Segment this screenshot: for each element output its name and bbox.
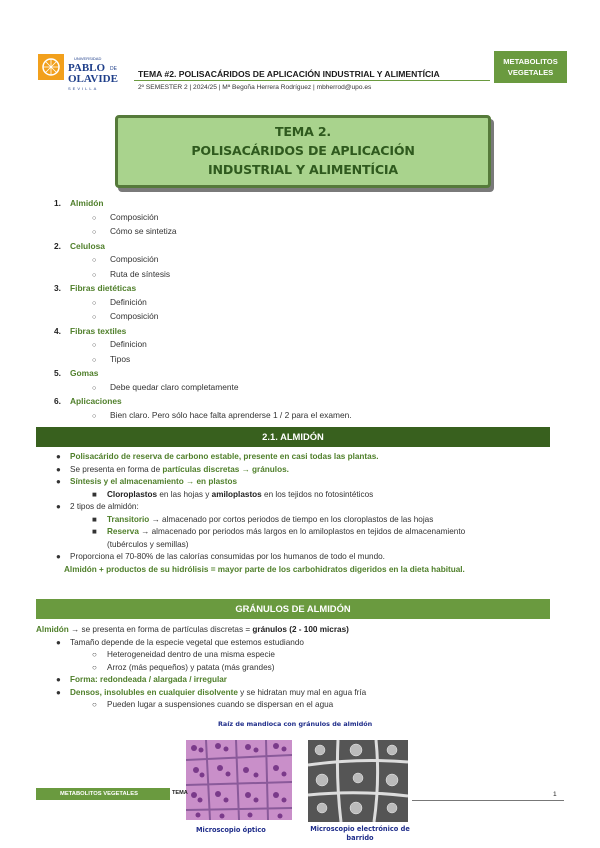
intro-bold: gránulos (2 - 100 micras): [252, 625, 349, 634]
toc-subitem-label: Bien claro. Pero sólo hace falta aprenderse 1 / 2 para el examen.: [110, 409, 352, 420]
toc-number: 5.: [54, 368, 61, 378]
title-box: [115, 115, 491, 188]
intro-text: → se presenta en forma de partículas discretas =: [68, 625, 253, 634]
list-text-bold: Densos, insolubles en cualquier disolvente: [70, 687, 238, 697]
toc-subitem-label: Definicion: [110, 339, 147, 349]
toc-subitem-label: Definición: [110, 296, 147, 307]
list-text-bold: amiloplastos: [211, 489, 262, 499]
footer-label: METABOLITOS VEGETALES: [36, 788, 170, 800]
list-text: → almacenado por cortos periodos de tiempo en los cloroplastos de las hojas: [149, 514, 434, 524]
list-item: ● Forma: redondeada / alargada / irregular: [56, 675, 227, 684]
toc-number: 3.: [54, 283, 61, 293]
list-item: ● Polisacárido de reserva de carbono estable, presente en casi todas las plantas.: [56, 452, 379, 461]
list-subitem: ○ Pueden lugar a suspensiones cuando se dispersan en el agua: [92, 700, 334, 709]
logo-text-city: SEVILLA: [68, 86, 99, 91]
toc-label: Almidón: [70, 198, 104, 208]
toc-item: [50, 325, 570, 339]
logo-text-top: UNIVERSIDAD: [74, 56, 102, 61]
list-text-bold: Reserva: [107, 527, 139, 536]
list-item: ● Se presenta en forma de partículas discretas → gránulos.: [56, 464, 289, 474]
intro-line: [36, 624, 566, 637]
toc-item: [50, 197, 570, 211]
toc-subitem-label: Composición: [110, 254, 159, 264]
toc-number: 2.: [54, 240, 61, 251]
caption-electron: [304, 825, 416, 843]
toc-item: [50, 240, 570, 254]
footer-tema: TEMA: [172, 790, 188, 796]
toc-subitem: ○ Composición: [92, 311, 159, 321]
header-subtitle: 2º SEMESTER 2 | 2024/25 | Mª Begoña Herrera Rodríguez | mbherrod@upo.es: [138, 84, 372, 91]
caption-electron-line-1: Microscopio electrónico de: [310, 825, 410, 833]
page-number: 1: [553, 791, 557, 798]
list-note: [36, 564, 566, 577]
list-text: Arroz (más pequeños) y patata (más grandes): [107, 662, 275, 672]
toc-subitem-label: Cómo se sintetiza: [110, 226, 177, 236]
caption-optical: Microscopio óptico: [196, 826, 266, 834]
list-text: Forma: redondeada / alargada / irregular: [70, 675, 227, 684]
electron-microscope-image: [308, 740, 408, 822]
list-text: Tamaño depende de la especie vegetal que estemos estudiando: [70, 637, 304, 647]
toc-subitem-label: Composición: [110, 311, 159, 321]
list-text: → almacenado por periodos más largos en lo amiloplastos en tejidos de almacenamiento: [138, 527, 466, 536]
toc-subitem: ○ Tipos: [92, 353, 131, 364]
toc-label: Celulosa: [70, 240, 105, 251]
toc-label: Aplicaciones: [70, 396, 122, 406]
toc-subitem: ○ Composición: [92, 254, 159, 264]
figure-caption: Raíz de mandioca con gránulos de almidón: [218, 720, 373, 728]
toc-item: [50, 395, 570, 409]
toc-subitem: ○ Definicion: [92, 339, 147, 349]
toc-number: 1.: [54, 198, 61, 208]
list-text: 2 tipos de almidón:: [70, 502, 139, 511]
logo-text-pablo: PABLO: [68, 62, 106, 74]
logo-text-de: DE: [110, 66, 117, 72]
caption-electron-line-2: barrido: [346, 834, 374, 842]
list-text: Síntesis y el almacenamiento → en plastos: [70, 477, 237, 486]
list-subitem: ■ Reserva → almacenado por periodos más largos en lo amiloplastos en tejidos de almacenamiento: [92, 527, 466, 536]
granulos-list: [36, 624, 566, 712]
list-subitem: ○ Heterogeneidad dentro de una misma especie: [92, 650, 275, 659]
toc-item: [50, 282, 570, 296]
list-text: y se hidratan muy mal en agua fría: [237, 687, 367, 697]
list-subitem: ■ Cloroplastos en las hojas y amiloplastos en los tejidos no fotosintéticos: [92, 489, 374, 499]
list-subitem: ■ Transitorio → almacenado por cortos periodos de tiempo en los cloroplastos de las hojas: [92, 514, 434, 524]
list-text-bold: partículas discretas → gránulos.: [162, 464, 289, 474]
section-heading-almidon: 2.1. ALMIDÓN: [36, 427, 550, 447]
optical-microscope-image: [186, 740, 292, 820]
list-item: ● Tamaño depende de la especie vegetal que estemos estudiando: [56, 637, 304, 647]
toc-subitem-label: Composición: [110, 211, 159, 222]
toc-number: 6.: [54, 396, 61, 406]
almidon-list: [36, 451, 566, 576]
toc-subitem: ○ Ruta de síntesis: [92, 268, 171, 279]
toc-number: 4.: [54, 325, 61, 336]
list-item: ● Proporciona el 70-80% de las calorías consumidas por los humanos de todo el mundo.: [56, 552, 385, 561]
toc-label: Fibras textiles: [70, 325, 127, 336]
badge-line-2: VEGETALES: [507, 68, 554, 77]
toc-subitem-label: Ruta de síntesis: [110, 268, 171, 279]
footer-divider: [412, 800, 564, 801]
list-text-bold: Almidón + productos de su hidrólisis = mayor parte de los carbohidratos digeridos en la dieta habitual.: [64, 564, 465, 574]
logo-text-olavide: OLAVIDE: [68, 73, 118, 85]
list-continuation: [36, 539, 566, 552]
university-logo: [38, 54, 138, 94]
list-text: Proporciona el 70-80% de las calorías consumidas por los humanos de todo el mundo.: [70, 552, 385, 561]
toc-item: [50, 367, 570, 381]
toc-subitem: ○ Composición: [92, 211, 159, 222]
toc-subitem: ○ Bien claro. Pero sólo hace falta aprenderse 1 / 2 para el examen.: [92, 409, 352, 420]
list-text: Polisacárido de reserva de carbono estable, presente en casi todas las plantas.: [70, 452, 379, 461]
list-text: en las hojas y: [157, 489, 212, 499]
intro-bold: Almidón: [36, 625, 69, 634]
list-subitem: ○ Arroz (más pequeños) y patata (más grandes): [92, 662, 275, 672]
header-divider: [134, 80, 490, 81]
list-item: ● Densos, insolubles en cualquier disolvente y se hidratan muy mal en agua fría: [56, 687, 367, 697]
title-line-2: POLISACÁRIDOS DE APLICACIÓN: [191, 143, 415, 158]
table-of-contents: [50, 197, 570, 423]
toc-label: Gomas: [70, 368, 99, 378]
toc-subitem: ○ Cómo se sintetiza: [92, 226, 177, 236]
list-item: ● 2 tipos de almidón:: [56, 502, 139, 511]
list-text: en los tejidos no fotosintéticos: [261, 489, 374, 499]
list-text-bold: Cloroplastos: [107, 489, 158, 499]
toc-subitem-label: Tipos: [110, 353, 131, 364]
list-text: (tubérculos y semillas): [107, 539, 189, 549]
toc-subitem: ○ Definición: [92, 296, 147, 307]
list-item: ● Síntesis y el almacenamiento → en plastos: [56, 477, 237, 486]
badge-line-1: METABOLITOS: [503, 57, 558, 66]
list-text-bold: Transitorio: [107, 514, 150, 524]
header-title: TEMA #2. POLISACÁRIDOS DE APLICACIÓN INDUSTRIAL Y ALIMENTÍCIA: [138, 69, 440, 79]
header-badge: [494, 51, 567, 83]
list-text: Pueden lugar a suspensiones cuando se dispersan en el agua: [107, 700, 334, 709]
list-text: Se presenta en forma de: [70, 464, 163, 474]
list-text: Heterogeneidad dentro de una misma especie: [107, 650, 275, 659]
section-heading-granulos: GRÁNULOS DE ALMIDÓN: [36, 599, 550, 619]
toc-subitem: ○ Debe quedar claro completamente: [92, 381, 239, 392]
toc-label: Fibras dietéticas: [70, 283, 137, 293]
title-line-3: INDUSTRIAL Y ALIMENTÍCIA: [208, 162, 398, 177]
title-line-1: TEMA 2.: [274, 124, 331, 139]
toc-subitem-label: Debe quedar claro completamente: [110, 381, 239, 392]
